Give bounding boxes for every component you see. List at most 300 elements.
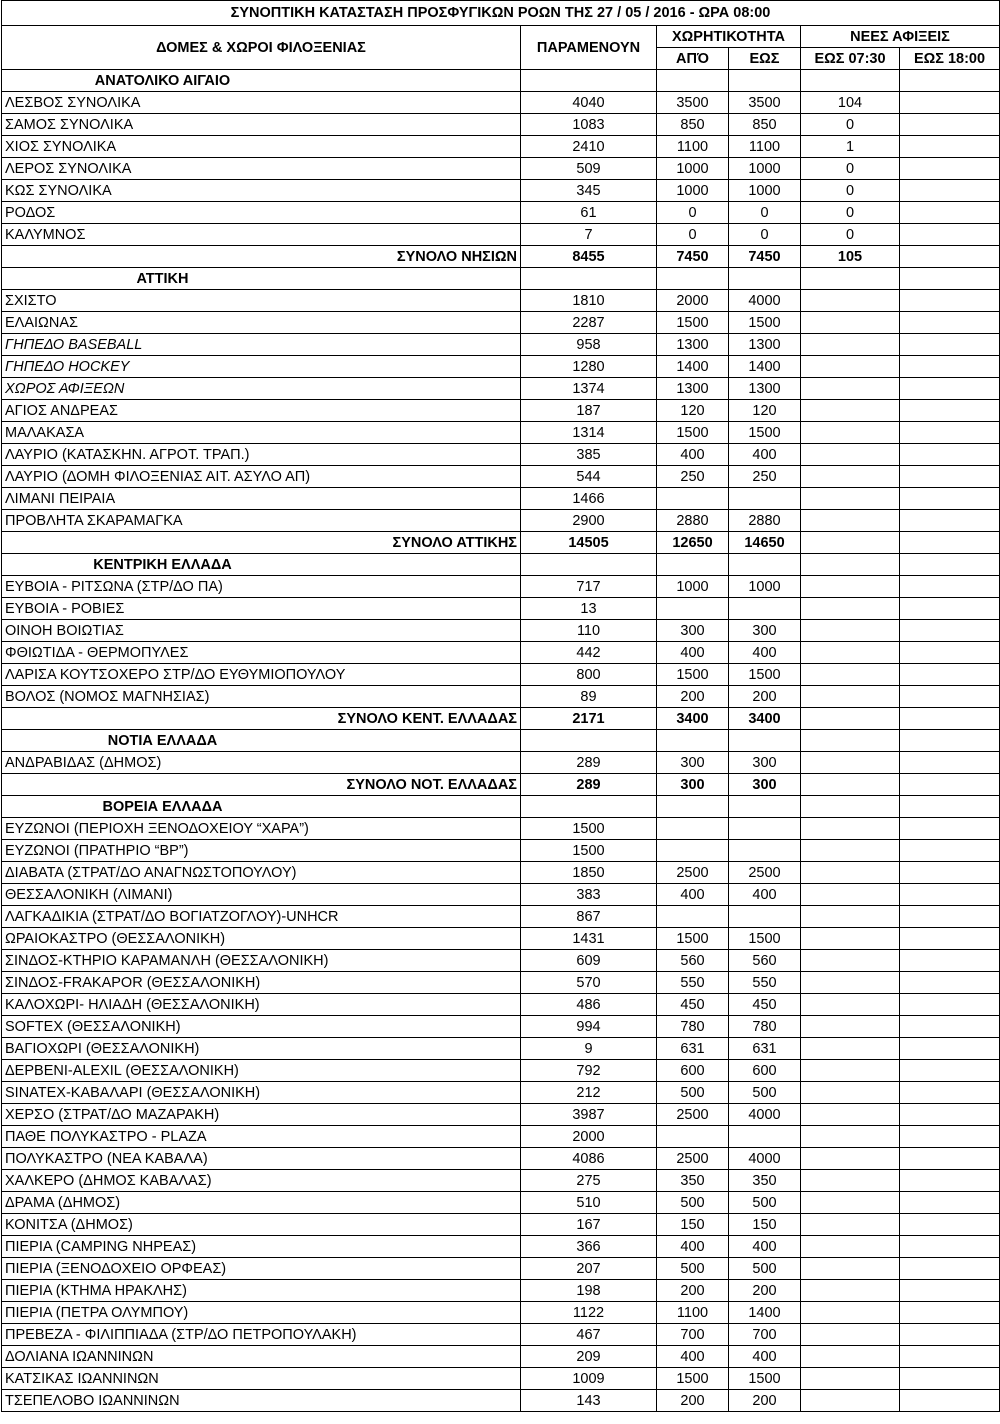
capacity-to-cell: 4000 bbox=[729, 1104, 801, 1126]
arrivals-0730-header: ΕΩΣ 07:30 bbox=[801, 48, 900, 70]
remaining-cell: 275 bbox=[521, 1170, 657, 1192]
arrivals-0730-cell bbox=[801, 1236, 900, 1258]
arrivals-1800-cell bbox=[900, 774, 1000, 796]
remaining-cell: 366 bbox=[521, 1236, 657, 1258]
capacity-to-cell: 631 bbox=[729, 1038, 801, 1060]
section-row bbox=[2, 268, 1000, 290]
facility-name: ΔΡΑΜΑ (ΔΗΜΟΣ) bbox=[2, 1192, 521, 1214]
arrivals-0730-cell: 0 bbox=[801, 158, 900, 180]
total-label: ΣΥΝΟΛΟ ΑΤΤΙΚΗΣ bbox=[2, 532, 521, 554]
capacity-from-header: ΑΠΌ bbox=[657, 48, 729, 70]
capacity-from-cell: 400 bbox=[657, 1236, 729, 1258]
remaining-cell: 209 bbox=[521, 1346, 657, 1368]
capacity-to-cell: 850 bbox=[729, 114, 801, 136]
capacity-from-cell: 780 bbox=[657, 1016, 729, 1038]
remaining-cell: 14505 bbox=[521, 532, 657, 554]
total-label: ΣΥΝΟΛΟ ΝΟΤ. ΕΛΛΑΔΑΣ bbox=[2, 774, 521, 796]
facility-name: ΠΑΘΕ ΠΟΛΥΚΑΣΤΡΟ - PLAZA bbox=[2, 1126, 521, 1148]
arrivals-1800-cell bbox=[900, 158, 1000, 180]
arrivals-0730-cell bbox=[801, 1258, 900, 1280]
remaining-cell: 486 bbox=[521, 994, 657, 1016]
remaining-cell: 1466 bbox=[521, 488, 657, 510]
facility-name: ΣΙΝΔΟΣ-FRAKAPOR (ΘΕΣΣΑΛΟΝΙΚΗ) bbox=[2, 972, 521, 994]
remaining-cell: 544 bbox=[521, 466, 657, 488]
capacity-from-cell: 2000 bbox=[657, 290, 729, 312]
table-row bbox=[2, 1258, 1000, 1280]
arrivals-0730-cell bbox=[801, 730, 900, 752]
table-row bbox=[2, 202, 1000, 224]
remaining-cell: 717 bbox=[521, 576, 657, 598]
table-row bbox=[2, 1280, 1000, 1302]
capacity-to-cell: 400 bbox=[729, 884, 801, 906]
table-row bbox=[2, 1346, 1000, 1368]
table-row bbox=[2, 620, 1000, 642]
arrivals-0730-cell bbox=[801, 268, 900, 290]
arrivals-0730-cell bbox=[801, 510, 900, 532]
arrivals-1800-cell bbox=[900, 224, 1000, 246]
section-title: ΚΕΝΤΡΙΚΗ ΕΛΛΑΔΑ bbox=[2, 554, 521, 576]
capacity-from-cell: 600 bbox=[657, 1060, 729, 1082]
arrivals-1800-cell bbox=[900, 840, 1000, 862]
capacity-to-cell: 1300 bbox=[729, 378, 801, 400]
arrivals-0730-cell bbox=[801, 290, 900, 312]
arrivals-1800-cell bbox=[900, 356, 1000, 378]
table-row bbox=[2, 598, 1000, 620]
arrivals-1800-cell bbox=[900, 532, 1000, 554]
capacity-to-cell: 500 bbox=[729, 1192, 801, 1214]
capacity-to-cell: 0 bbox=[729, 202, 801, 224]
section-title: ΒΟΡΕΙΑ ΕΛΛΑΔΑ bbox=[2, 796, 521, 818]
arrivals-1800-cell bbox=[900, 928, 1000, 950]
capacity-to-cell: 600 bbox=[729, 1060, 801, 1082]
arrivals-0730-cell bbox=[801, 532, 900, 554]
capacity-from-cell: 1300 bbox=[657, 334, 729, 356]
arrivals-1800-cell bbox=[900, 554, 1000, 576]
facility-name: ΧΑΛΚΕΡΟ (ΔΗΜΟΣ ΚΑΒΑΛΑΣ) bbox=[2, 1170, 521, 1192]
remaining-cell: 1280 bbox=[521, 356, 657, 378]
capacity-to-cell: 1000 bbox=[729, 180, 801, 202]
arrivals-0730-cell bbox=[801, 444, 900, 466]
capacity-from-cell: 0 bbox=[657, 224, 729, 246]
capacity-to-cell bbox=[729, 818, 801, 840]
table-row bbox=[2, 664, 1000, 686]
arrivals-0730-cell bbox=[801, 1038, 900, 1060]
capacity-to-cell bbox=[729, 1126, 801, 1148]
arrivals-1800-cell bbox=[900, 1280, 1000, 1302]
total-row bbox=[2, 246, 1000, 268]
remaining-cell: 1122 bbox=[521, 1302, 657, 1324]
arrivals-0730-cell bbox=[801, 1346, 900, 1368]
capacity-to-cell: 400 bbox=[729, 444, 801, 466]
refugee-flows-table bbox=[1, 0, 1000, 1412]
remaining-cell: 2000 bbox=[521, 1126, 657, 1148]
remaining-cell: 1500 bbox=[521, 818, 657, 840]
remaining-cell: 9 bbox=[521, 1038, 657, 1060]
capacity-to-cell: 4000 bbox=[729, 290, 801, 312]
capacity-from-cell: 2500 bbox=[657, 862, 729, 884]
capacity-from-cell: 1000 bbox=[657, 576, 729, 598]
arrivals-1800-cell bbox=[900, 92, 1000, 114]
capacity-from-cell bbox=[657, 554, 729, 576]
table-row bbox=[2, 334, 1000, 356]
facility-name: ΕΥΒΟΙΑ - ΡΟΒΙΕΣ bbox=[2, 598, 521, 620]
facility-name: ΛΑΥΡΙΟ (ΔΟΜΗ ΦΙΛΟΞΕΝΙΑΣ ΑΙΤ. ΑΣΥΛΟ ΑΠ) bbox=[2, 466, 521, 488]
remaining-cell: 509 bbox=[521, 158, 657, 180]
table-row bbox=[2, 488, 1000, 510]
capacity-to-cell: 150 bbox=[729, 1214, 801, 1236]
capacity-from-cell: 3400 bbox=[657, 708, 729, 730]
capacity-from-cell: 400 bbox=[657, 642, 729, 664]
arrivals-1800-cell bbox=[900, 1148, 1000, 1170]
table-row bbox=[2, 1038, 1000, 1060]
arrivals-1800-cell bbox=[900, 620, 1000, 642]
facilities-header: ΔΟΜΕΣ & ΧΩΡΟΙ ΦΙΛΟΞΕΝΙΑΣ bbox=[2, 26, 521, 70]
capacity-to-cell: 200 bbox=[729, 1280, 801, 1302]
table-row bbox=[2, 1390, 1000, 1412]
capacity-from-cell: 0 bbox=[657, 202, 729, 224]
arrivals-1800-cell bbox=[900, 1236, 1000, 1258]
facility-name: ΛΕΣΒΟΣ ΣΥΝΟΛΙΚΑ bbox=[2, 92, 521, 114]
capacity-from-cell bbox=[657, 598, 729, 620]
table-row bbox=[2, 1016, 1000, 1038]
capacity-from-cell: 1000 bbox=[657, 158, 729, 180]
arrivals-1800-cell bbox=[900, 312, 1000, 334]
capacity-from-cell: 1500 bbox=[657, 928, 729, 950]
arrivals-1800-cell bbox=[900, 1104, 1000, 1126]
section-row bbox=[2, 730, 1000, 752]
arrivals-1800-cell bbox=[900, 136, 1000, 158]
arrivals-0730-cell bbox=[801, 708, 900, 730]
capacity-to-cell: 0 bbox=[729, 224, 801, 246]
arrivals-0730-cell bbox=[801, 906, 900, 928]
capacity-to-cell: 500 bbox=[729, 1258, 801, 1280]
arrivals-1800-cell bbox=[900, 1368, 1000, 1390]
facility-name: ΠΙΕΡΙΑ (ΞΕΝΟΔΟΧΕΙΟ ΟΡΦΕΑΣ) bbox=[2, 1258, 521, 1280]
remaining-cell: 61 bbox=[521, 202, 657, 224]
arrivals-1800-cell bbox=[900, 1170, 1000, 1192]
arrivals-0730-cell bbox=[801, 312, 900, 334]
capacity-to-cell: 1100 bbox=[729, 136, 801, 158]
capacity-to-cell: 350 bbox=[729, 1170, 801, 1192]
facility-name: ΜΑΛΑΚΑΣΑ bbox=[2, 422, 521, 444]
table-row bbox=[2, 92, 1000, 114]
remaining-cell: 1374 bbox=[521, 378, 657, 400]
facility-name: ΣΙΝΔΟΣ-ΚΤΗΡΙΟ ΚΑΡΑΜΑΝΛΗ (ΘΕΣΣΑΛΟΝΙΚΗ) bbox=[2, 950, 521, 972]
facility-name: ΠΡΕΒΕΖΑ - ΦΙΛΙΠΠΙΑΔΑ (ΣΤΡ/ΔΟ ΠΕΤΡΟΠΟΥΛΑΚΗ) bbox=[2, 1324, 521, 1346]
arrivals-1800-cell bbox=[900, 1126, 1000, 1148]
arrivals-0730-cell bbox=[801, 1192, 900, 1214]
capacity-to-cell: 120 bbox=[729, 400, 801, 422]
remaining-cell: 2900 bbox=[521, 510, 657, 532]
capacity-to-cell: 1400 bbox=[729, 356, 801, 378]
capacity-from-cell: 300 bbox=[657, 752, 729, 774]
facility-name: ΧΙΟΣ ΣΥΝΟΛΙΚΑ bbox=[2, 136, 521, 158]
section-row bbox=[2, 70, 1000, 92]
arrivals-0730-cell bbox=[801, 1280, 900, 1302]
arrivals-0730-cell bbox=[801, 664, 900, 686]
arrivals-0730-cell: 1 bbox=[801, 136, 900, 158]
arrivals-1800-cell bbox=[900, 1016, 1000, 1038]
capacity-to-cell: 14650 bbox=[729, 532, 801, 554]
capacity-to-cell: 1500 bbox=[729, 312, 801, 334]
arrivals-0730-cell bbox=[801, 972, 900, 994]
capacity-to-cell: 1500 bbox=[729, 928, 801, 950]
table-row bbox=[2, 1214, 1000, 1236]
facility-name: ΠΟΛΥΚΑΣΤΡΟ (ΝΕΑ ΚΑΒΑΛΑ) bbox=[2, 1148, 521, 1170]
remaining-cell: 609 bbox=[521, 950, 657, 972]
remaining-cell: 1850 bbox=[521, 862, 657, 884]
arrivals-1800-cell bbox=[900, 422, 1000, 444]
table-row bbox=[2, 1192, 1000, 1214]
arrivals-0730-cell bbox=[801, 884, 900, 906]
capacity-from-cell bbox=[657, 840, 729, 862]
arrivals-1800-cell bbox=[900, 1038, 1000, 1060]
capacity-to-cell: 560 bbox=[729, 950, 801, 972]
remaining-cell bbox=[521, 730, 657, 752]
remaining-cell: 3987 bbox=[521, 1104, 657, 1126]
capacity-to-cell: 200 bbox=[729, 1390, 801, 1412]
table-row bbox=[2, 158, 1000, 180]
arrivals-1800-cell bbox=[900, 1082, 1000, 1104]
arrivals-0730-cell bbox=[801, 818, 900, 840]
table-row bbox=[2, 1302, 1000, 1324]
capacity-from-cell: 1100 bbox=[657, 1302, 729, 1324]
capacity-from-cell: 1100 bbox=[657, 136, 729, 158]
capacity-from-cell: 2500 bbox=[657, 1104, 729, 1126]
capacity-from-cell: 1000 bbox=[657, 180, 729, 202]
capacity-to-cell: 7450 bbox=[729, 246, 801, 268]
arrivals-1800-header: ΕΩΣ 18:00 bbox=[900, 48, 1000, 70]
arrivals-0730-cell bbox=[801, 466, 900, 488]
section-title: ΑΤΤΙΚΗ bbox=[2, 268, 521, 290]
capacity-to-cell: 200 bbox=[729, 686, 801, 708]
capacity-from-cell: 120 bbox=[657, 400, 729, 422]
capacity-from-cell bbox=[657, 70, 729, 92]
arrivals-0730-cell bbox=[801, 70, 900, 92]
capacity-to-cell: 780 bbox=[729, 1016, 801, 1038]
capacity-from-cell: 560 bbox=[657, 950, 729, 972]
capacity-to-cell: 1000 bbox=[729, 576, 801, 598]
capacity-from-cell: 200 bbox=[657, 686, 729, 708]
capacity-from-cell: 2880 bbox=[657, 510, 729, 532]
table-row bbox=[2, 356, 1000, 378]
facility-name: ΠΡΟΒΛΗΤΑ ΣΚΑΡΑΜΑΓΚΑ bbox=[2, 510, 521, 532]
arrivals-1800-cell bbox=[900, 708, 1000, 730]
capacity-from-cell: 2500 bbox=[657, 1148, 729, 1170]
capacity-from-cell bbox=[657, 796, 729, 818]
arrivals-1800-cell bbox=[900, 994, 1000, 1016]
remaining-cell: 110 bbox=[521, 620, 657, 642]
remaining-cell: 1500 bbox=[521, 840, 657, 862]
capacity-to-cell: 400 bbox=[729, 642, 801, 664]
arrivals-0730-cell bbox=[801, 1016, 900, 1038]
arrivals-0730-cell: 0 bbox=[801, 202, 900, 224]
section-row bbox=[2, 554, 1000, 576]
capacity-from-cell: 1400 bbox=[657, 356, 729, 378]
remaining-cell bbox=[521, 796, 657, 818]
facility-name: ΔΟΛΙΑΝΑ ΙΩΑΝΝΙΝΩΝ bbox=[2, 1346, 521, 1368]
capacity-to-cell bbox=[729, 598, 801, 620]
remaining-cell: 289 bbox=[521, 752, 657, 774]
facility-name: ΣΑΜΟΣ ΣΥΝΟΛΙΚΑ bbox=[2, 114, 521, 136]
capacity-to-cell: 4000 bbox=[729, 1148, 801, 1170]
section-title: ΑΝΑΤΟΛΙΚΟ ΑΙΓΑΙΟ bbox=[2, 70, 521, 92]
capacity-from-cell: 550 bbox=[657, 972, 729, 994]
facility-name: ΛΑΓΚΑΔΙΚΙΑ (ΣΤΡΑΤ/ΔΟ ΒΟΓΙΑΤΖΟΓΛΟΥ)-UNHCR bbox=[2, 906, 521, 928]
arrivals-0730-cell bbox=[801, 642, 900, 664]
remaining-cell: 207 bbox=[521, 1258, 657, 1280]
capacity-to-cell: 300 bbox=[729, 620, 801, 642]
table-row bbox=[2, 1082, 1000, 1104]
capacity-to-cell: 3500 bbox=[729, 92, 801, 114]
remaining-cell: 383 bbox=[521, 884, 657, 906]
facility-name: ΧΕΡΣΟ (ΣΤΡΑΤ/ΔΟ ΜΑΖΑΡΑΚΗ) bbox=[2, 1104, 521, 1126]
capacity-to-cell bbox=[729, 554, 801, 576]
arrivals-1800-cell bbox=[900, 202, 1000, 224]
arrivals-1800-cell bbox=[900, 1346, 1000, 1368]
arrivals-1800-cell bbox=[900, 466, 1000, 488]
capacity-from-cell: 1500 bbox=[657, 664, 729, 686]
facility-name: ΚΑΛΥΜΝΟΣ bbox=[2, 224, 521, 246]
remaining-cell: 8455 bbox=[521, 246, 657, 268]
capacity-from-cell: 7450 bbox=[657, 246, 729, 268]
total-row bbox=[2, 708, 1000, 730]
arrivals-1800-cell bbox=[900, 950, 1000, 972]
remaining-cell: 13 bbox=[521, 598, 657, 620]
capacity-from-cell bbox=[657, 488, 729, 510]
capacity-from-cell: 350 bbox=[657, 1170, 729, 1192]
arrivals-0730-cell: 0 bbox=[801, 180, 900, 202]
capacity-from-cell: 1500 bbox=[657, 312, 729, 334]
arrivals-0730-cell bbox=[801, 928, 900, 950]
facility-name: ΒΑΓΙΟΧΩΡΙ (ΘΕΣΣΑΛΟΝΙΚΗ) bbox=[2, 1038, 521, 1060]
remaining-cell: 2171 bbox=[521, 708, 657, 730]
capacity-from-cell: 150 bbox=[657, 1214, 729, 1236]
table-row bbox=[2, 422, 1000, 444]
arrivals-0730-cell bbox=[801, 356, 900, 378]
table-row bbox=[2, 378, 1000, 400]
capacity-from-cell: 1500 bbox=[657, 422, 729, 444]
remaining-cell: 167 bbox=[521, 1214, 657, 1236]
capacity-from-cell: 631 bbox=[657, 1038, 729, 1060]
table-row bbox=[2, 136, 1000, 158]
capacity-to-cell: 2500 bbox=[729, 862, 801, 884]
capacity-from-cell: 400 bbox=[657, 884, 729, 906]
arrivals-0730-cell bbox=[801, 1324, 900, 1346]
capacity-to-cell bbox=[729, 796, 801, 818]
table-body bbox=[2, 70, 1000, 1412]
capacity-from-cell: 1300 bbox=[657, 378, 729, 400]
remaining-cell: 467 bbox=[521, 1324, 657, 1346]
remaining-cell: 994 bbox=[521, 1016, 657, 1038]
facility-name: ΛΕΡΟΣ ΣΥΝΟΛΙΚΑ bbox=[2, 158, 521, 180]
total-row bbox=[2, 774, 1000, 796]
facility-name: SINATEX-ΚΑΒΑΛΑΡΙ (ΘΕΣΣΑΛΟΝΙΚΗ) bbox=[2, 1082, 521, 1104]
arrivals-1800-cell bbox=[900, 818, 1000, 840]
capacity-to-cell: 400 bbox=[729, 1236, 801, 1258]
arrivals-1800-cell bbox=[900, 1302, 1000, 1324]
capacity-to-cell: 300 bbox=[729, 752, 801, 774]
arrivals-0730-cell: 104 bbox=[801, 92, 900, 114]
remaining-cell: 958 bbox=[521, 334, 657, 356]
arrivals-1800-cell bbox=[900, 664, 1000, 686]
remaining-cell: 89 bbox=[521, 686, 657, 708]
arrivals-1800-cell bbox=[900, 730, 1000, 752]
arrivals-0730-cell bbox=[801, 686, 900, 708]
capacity-from-cell: 450 bbox=[657, 994, 729, 1016]
arrivals-0730-cell bbox=[801, 378, 900, 400]
capacity-to-cell: 1300 bbox=[729, 334, 801, 356]
arrivals-1800-cell bbox=[900, 378, 1000, 400]
capacity-to-cell bbox=[729, 268, 801, 290]
total-label: ΣΥΝΟΛΟ ΚΕΝΤ. ΕΛΛΑΔΑΣ bbox=[2, 708, 521, 730]
facility-name: ΚΟΝΙΤΣΑ (ΔΗΜΟΣ) bbox=[2, 1214, 521, 1236]
remaining-cell: 510 bbox=[521, 1192, 657, 1214]
table-row bbox=[2, 884, 1000, 906]
remaining-cell bbox=[521, 268, 657, 290]
table-row bbox=[2, 752, 1000, 774]
remaining-cell: 867 bbox=[521, 906, 657, 928]
facility-name: ΛΑΥΡΙΟ (ΚΑΤΑΣΚΗΝ. ΑΓΡΟΤ. ΤΡΑΠ.) bbox=[2, 444, 521, 466]
table-row bbox=[2, 928, 1000, 950]
capacity-to-cell bbox=[729, 840, 801, 862]
table-row bbox=[2, 224, 1000, 246]
facility-name: SOFTEX (ΘΕΣΣΑΛΟΝΙΚΗ) bbox=[2, 1016, 521, 1038]
facility-name: ΦΘΙΩΤΙΔΑ - ΘΕΡΜΟΠΥΛΕΣ bbox=[2, 642, 521, 664]
remaining-cell: 4040 bbox=[521, 92, 657, 114]
arrivals-0730-cell: 105 bbox=[801, 246, 900, 268]
capacity-to-cell: 500 bbox=[729, 1082, 801, 1104]
table-row bbox=[2, 1126, 1000, 1148]
capacity-from-cell: 500 bbox=[657, 1258, 729, 1280]
table-row bbox=[2, 1104, 1000, 1126]
table-row bbox=[2, 1148, 1000, 1170]
capacity-from-cell: 400 bbox=[657, 444, 729, 466]
table-row bbox=[2, 1170, 1000, 1192]
capacity-from-cell: 700 bbox=[657, 1324, 729, 1346]
arrivals-0730-cell bbox=[801, 554, 900, 576]
facility-name: ΟΙΝΟΗ ΒΟΙΩΤΙΑΣ bbox=[2, 620, 521, 642]
arrivals-1800-cell bbox=[900, 796, 1000, 818]
facility-name: ΡΟΔΟΣ bbox=[2, 202, 521, 224]
capacity-to-cell: 3400 bbox=[729, 708, 801, 730]
arrivals-0730-cell bbox=[801, 1060, 900, 1082]
arrivals-0730-cell bbox=[801, 422, 900, 444]
arrivals-0730-cell bbox=[801, 840, 900, 862]
table-row bbox=[2, 642, 1000, 664]
arrivals-1800-cell bbox=[900, 1214, 1000, 1236]
arrivals-0730-cell bbox=[801, 1148, 900, 1170]
table-row bbox=[2, 510, 1000, 532]
arrivals-0730-cell bbox=[801, 1082, 900, 1104]
capacity-to-cell: 300 bbox=[729, 774, 801, 796]
remaining-cell: 1810 bbox=[521, 290, 657, 312]
remaining-header: ΠΑΡΑΜΕΝΟΥΝ bbox=[521, 26, 657, 70]
capacity-to-cell: 1400 bbox=[729, 1302, 801, 1324]
table-row bbox=[2, 840, 1000, 862]
remaining-cell: 1314 bbox=[521, 422, 657, 444]
table-row bbox=[2, 686, 1000, 708]
table-row bbox=[2, 576, 1000, 598]
facility-name: ΕΛΑΙΩΝΑΣ bbox=[2, 312, 521, 334]
facility-name: ΚΑΤΣΙΚΑΣ ΙΩΑΝΝΙΝΩΝ bbox=[2, 1368, 521, 1390]
facility-name: ΠΙΕΡΙΑ (ΠΕΤΡΑ ΟΛΥΜΠΟΥ) bbox=[2, 1302, 521, 1324]
arrivals-0730-cell bbox=[801, 1104, 900, 1126]
capacity-to-cell: 1500 bbox=[729, 664, 801, 686]
arrivals-1800-cell bbox=[900, 510, 1000, 532]
remaining-cell bbox=[521, 70, 657, 92]
facility-name: ΤΣΕΠΕΛΟΒΟ ΙΩΑΝΝΙΝΩΝ bbox=[2, 1390, 521, 1412]
